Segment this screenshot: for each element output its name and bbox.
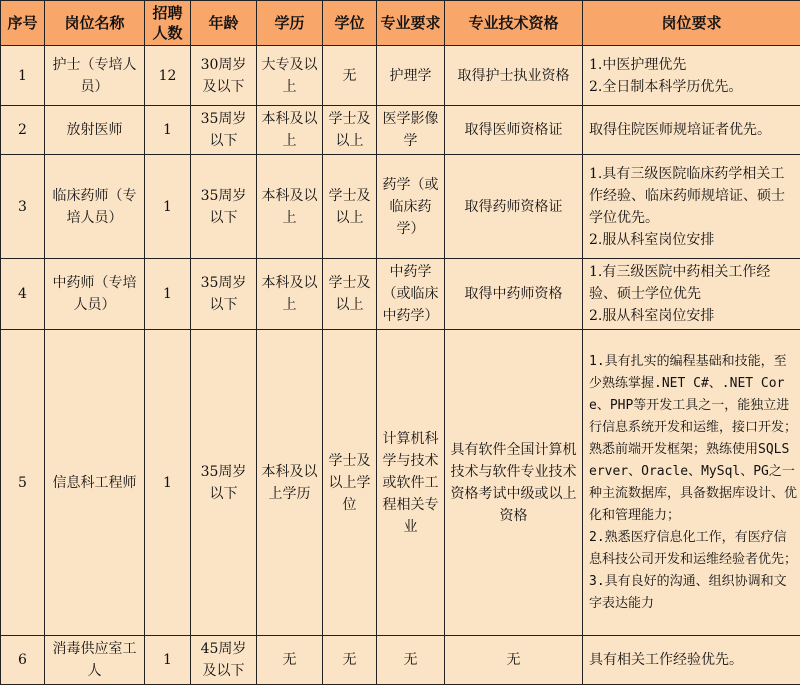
cell-requirements: 1.具有扎实的编程基础和技能，至少熟练掌握.NET C#、.NET Core、PHP等开发工具之一，能独立进行信息系统开发和运维，接口开发；熟悉前端开发框架；熟练使用SQLServer、Oracle、MySql、PG之一种主流数据库，具备数据库设计、优化和管理能力； 2.熟悉医疗信息化工作，有医疗信息科技公司开发和运维经验者优先； 3.具有良好的沟通、组织协调和文字表达能力 bbox=[583, 330, 800, 636]
cell-requirements: 1.有三级医院中药相关工作经验、硕士学位优先 2.服从科室岗位安排 bbox=[583, 259, 800, 330]
cell-count: 1 bbox=[145, 636, 191, 685]
table-row bbox=[1, 46, 800, 106]
cell-major: 无 bbox=[377, 636, 445, 685]
cell-degree: 学士及以上 bbox=[323, 259, 377, 330]
header-count: 招聘人数 bbox=[145, 1, 191, 46]
cell-no: 4 bbox=[1, 259, 45, 330]
table-row bbox=[1, 259, 800, 330]
header-position: 岗位名称 bbox=[45, 1, 145, 46]
cell-qualification: 具有软件全国计算机技术与软件专业技术资格考试中级或以上资格 bbox=[445, 330, 583, 636]
cell-degree: 学士及以上 bbox=[323, 155, 377, 259]
cell-education: 无 bbox=[257, 636, 323, 685]
cell-age: 45周岁及以下 bbox=[191, 636, 257, 685]
table-row bbox=[1, 330, 800, 636]
cell-degree: 无 bbox=[323, 636, 377, 685]
header-qualification: 专业技术资格 bbox=[445, 1, 583, 46]
cell-requirements: 1.中医护理优先 2.全日制本科学历优先。 bbox=[583, 46, 800, 106]
cell-qualification: 无 bbox=[445, 636, 583, 685]
cell-qualification: 取得医师资格证 bbox=[445, 106, 583, 155]
cell-education: 大专及以上 bbox=[257, 46, 323, 106]
cell-position: 放射医师 bbox=[45, 106, 145, 155]
header-major: 专业要求 bbox=[377, 1, 445, 46]
cell-education: 本科及以上学历 bbox=[257, 330, 323, 636]
cell-age: 35周岁以下 bbox=[191, 155, 257, 259]
cell-education: 本科及以上 bbox=[257, 259, 323, 330]
cell-position: 消毒供应室工人 bbox=[45, 636, 145, 685]
header-degree: 学位 bbox=[323, 1, 377, 46]
table-row bbox=[1, 636, 800, 685]
cell-major: 中药学（或临床中药学） bbox=[377, 259, 445, 330]
cell-count: 1 bbox=[145, 330, 191, 636]
cell-degree: 学士及以上学位 bbox=[323, 330, 377, 636]
header-education: 学历 bbox=[257, 1, 323, 46]
header-requirements: 岗位要求 bbox=[583, 1, 800, 46]
cell-qualification: 取得药师资格证 bbox=[445, 155, 583, 259]
cell-count: 1 bbox=[145, 259, 191, 330]
cell-major: 计算机科学与技术或软件工程相关专业 bbox=[377, 330, 445, 636]
cell-age: 30周岁及以下 bbox=[191, 46, 257, 106]
cell-no: 6 bbox=[1, 636, 45, 685]
cell-degree: 学士及以上 bbox=[323, 106, 377, 155]
cell-age: 35周岁以下 bbox=[191, 106, 257, 155]
cell-no: 3 bbox=[1, 155, 45, 259]
cell-no: 1 bbox=[1, 46, 45, 106]
cell-age: 35周岁以下 bbox=[191, 259, 257, 330]
cell-education: 本科及以上 bbox=[257, 155, 323, 259]
cell-requirements: 取得住院医师规培证者优先。 bbox=[583, 106, 800, 155]
cell-count: 12 bbox=[145, 46, 191, 106]
cell-education: 本科及以上 bbox=[257, 106, 323, 155]
cell-age: 35周岁以下 bbox=[191, 330, 257, 636]
header-row bbox=[1, 1, 800, 46]
header-age: 年龄 bbox=[191, 1, 257, 46]
cell-major: 药学（或临床药学） bbox=[377, 155, 445, 259]
header-no: 序号 bbox=[1, 1, 45, 46]
cell-count: 1 bbox=[145, 106, 191, 155]
cell-requirements: 具有相关工作经验优先。 bbox=[583, 636, 800, 685]
cell-position: 临床药师（专培人员） bbox=[45, 155, 145, 259]
cell-count: 1 bbox=[145, 155, 191, 259]
cell-no: 2 bbox=[1, 106, 45, 155]
cell-position: 中药师（专培人员） bbox=[45, 259, 145, 330]
cell-degree: 无 bbox=[323, 46, 377, 106]
table-row bbox=[1, 106, 800, 155]
cell-qualification: 取得护士执业资格 bbox=[445, 46, 583, 106]
cell-requirements: 1.具有三级医院临床药学相关工作经验、临床药师规培证、硕士学位优先。 2.服从科室岗位安排 bbox=[583, 155, 800, 259]
cell-major: 护理学 bbox=[377, 46, 445, 106]
cell-position: 护士（专培人员） bbox=[45, 46, 145, 106]
cell-position: 信息科工程师 bbox=[45, 330, 145, 636]
table-row bbox=[1, 155, 800, 259]
cell-no: 5 bbox=[1, 330, 45, 636]
cell-major: 医学影像学 bbox=[377, 106, 445, 155]
cell-qualification: 取得中药师资格 bbox=[445, 259, 583, 330]
